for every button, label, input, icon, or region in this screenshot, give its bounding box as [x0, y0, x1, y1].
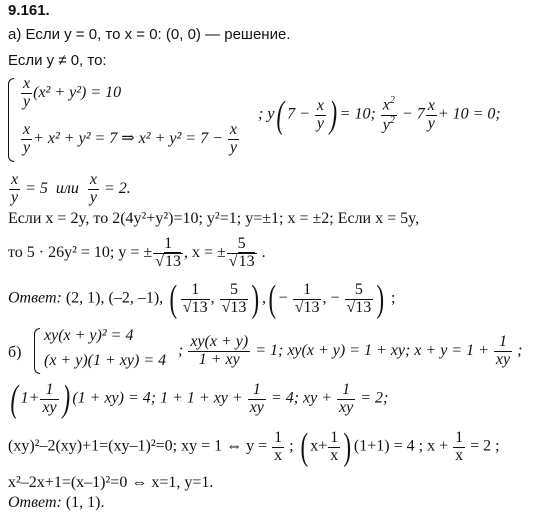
case-line-2: то 5 · 26y² = 10; y = ± $\frac{1}{√13}$ , x = ± $\frac{5}{√13}$ .	[8, 235, 266, 270]
ratio-line: $\frac{x}{y}$ = 5 или $\frac{x}{y}$ = 2.	[11, 171, 131, 206]
system-brace-a	[8, 78, 14, 162]
part-a-line-2: Если y ≠ 0, то:	[8, 52, 107, 69]
problem-number: 9.161.	[8, 2, 50, 19]
answer-a: Ответ: (2, 1), (–2, –1), ( $\frac{1}{√13}$ , $\frac{5}{√13}$ ) ,( − $\frac{1}{√13}$ , − $\frac{5}{√13}$ ) ;	[8, 278, 396, 320]
substitution-expression: ; y( 7 − $\frac{x}{y}$ ) = 10; $\frac{x^2}{y^2}$ − 7 $\frac{x}{y}$ + 10 = 0;	[258, 94, 501, 136]
part-b-line-2: ( 1+ $\frac{1}{xy}$ ) (1 + xy) = 4; 1 + 1 + xy + $\frac{1}{xy}$ = 4; xy + $\frac{1}{xy}$ = 2;	[10, 378, 389, 420]
part-a-line-1: а) Если y = 0, то x = 0: (0, 0) — решение.	[8, 26, 291, 43]
part-b-line-4: x²–2x+1=(x–1)²=0 ⇔ x=1, y=1.	[8, 474, 214, 491]
case-line-1: Если x = 2y, то 2(4y²+y²)=10; y²=1; y=±1; x = ±2; Если x = 5y,	[8, 210, 420, 227]
system-a-eq1: $\frac{x}{y}$ (x² + y²) = 10	[23, 75, 122, 110]
system-b-eq2: (x + y)(1 + xy) = 4	[44, 352, 167, 369]
system-a-eq2: $\frac{x}{y}$ + x² + y² = 7 ⇒ x² + y² = 7 − $\frac{x}{y}$	[23, 121, 237, 156]
part-b-line-1: ; $\frac{xy(x + y)}{1 + xy}$ = 1; xy(x + y) = 1 + xy; x + y = 1 + $\frac{1}{xy}$ ;	[178, 333, 523, 368]
system-b-eq1: xy(x + y)² = 4	[44, 327, 134, 344]
part-b-line-3: (xy)²–2(xy)+1=(xy–1)²=0; xy = 1 ⇔ y = $\frac{1}{x}$ ; ( x+ $\frac{1}{x}$ ) (1+1) = 4 ; x + $\frac{1}{x}$ = 2 ;	[8, 426, 500, 468]
part-b-label: б)	[8, 344, 22, 361]
answer-b: Ответ: (1, 1).	[8, 494, 105, 511]
system-brace-b	[34, 328, 40, 374]
